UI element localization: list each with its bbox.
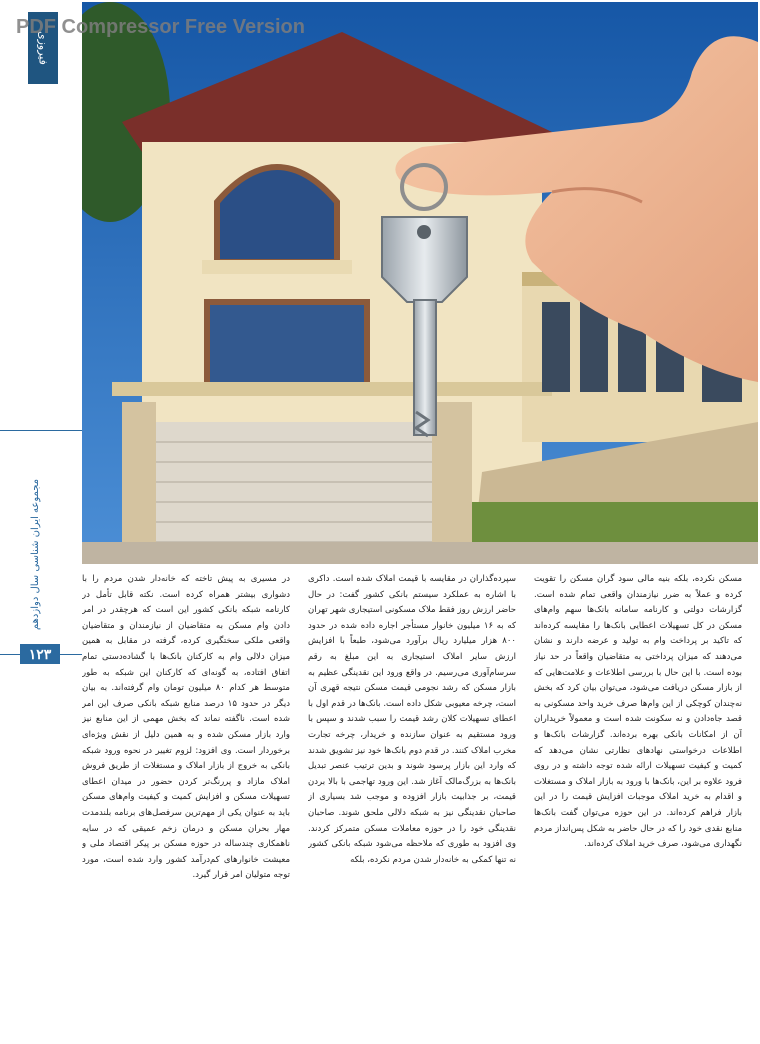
pdf-watermark: PDF Compressor Free Version bbox=[16, 16, 305, 38]
driveway bbox=[82, 542, 758, 564]
text-column-middle: سپرده‌گذاران در مقایسه با قیمت املاک شده است. داکری با اشاره به عملکرد سیستم بانکی کشور گفت: در حال حاضر ارزش روز فقط ملاک مسکونی استیجاری شهر تهران که به ۱۶ میلیون خانوار مستأجر اجاره داده شده در حدود ۸۰۰ هزار میلیارد ریال برآورد می‌شود، طبعاً با افزایش ارزش سایر املاک استیجاری به این مبلغ به رقم سرسام‌آوری می‌رسیم. در واقع ورود این نقدینگی عظیم به بازار مسکن که رشد نجومی قیمت مسکن نتیجه قهری آن است، چرخه معیوبی شکل داده است. بانک‌ها در قدم اول با اعطای تسهیلات کلان رشد قیمت را سبب شدند و سپس با ورود مستقیم به عنوان سازنده و خریدار، چرخه تجارت مخرب املاک کنند. در قدم دوم بانک‌ها خود نیز تشویق شدند که وارد این بازار پرسود شوند و بدین ترتیب عنصر تبدیل بانک‌ها به بزرگ‌مالک آغاز شد. این ورود تهاجمی با بالا بردن قیمت، بر جذابیت بازار افزوده و موجب شد بسیاری از صاحبان نقدینگی نیز به شبکه دلالی ملحق شوند. صاحبان نقدینگی خود را در حوزه معاملات مسکن متمرکز کردند. وی افزود به طوری که ملاحظه می‌شود شبکه بانکی کشور نه تنها کمکی به خانه‌دار شدن مردم نکرده، بلکه bbox=[308, 574, 516, 865]
balcony-rail bbox=[202, 260, 352, 274]
text-column-left: در مسیری به پیش تاخته که خانه‌دار شدن مردم را با دشواری بیشتر همراه کرده است. نکته قابل تأمل در کارنامه شبکه بانکی کشور این است که هرچقدر در امر دادن وام مسکن به متقاضیان از نیازمندان و متقاضیان واقعی ملکی سختگیری کرده، گرفته در مقابل به همین میزان دلالی وام به کارکنان بانک‌ها با گشاده‌دستی تمام اتفاق افتاده، به گونه‌ای که کارکنان این شبکه به طور متوسط هر کدام ۸۰ میلیون تومان وام گرفته‌اند. به بیان دیگر در حدود ۱۵ درصد منابع شبکه بانکی صرف این امر شده است. ناگفته نماند که بخش مهمی از این منابع نیز وارد بازار مسکن شده و به همین دلیل از نقش ویژه‌ای برخوردار است. وی افزود: لزوم تغییر در نحوه ورود شبکه بانکی به خروج از بازار املاک و مستغلات از طریق فروش املاک مازاد و پررنگ‌تر کردن حضور در میدان اعطای تسهیلات مسکن و افزایش کمیت و کیفیت وام‌های مسکن باید به عنوان یکی از مهم‌ترین سرفصل‌های برنامه بلندمدت مهار بحران مسکن و درمان زخم عمیقی که در سایه ناهمکاری چندساله در حوزه مسکن بر پیکر اقتصاد ملی و معیشت خانوارهای کم‌درآمد کشور وارد شده است، مورد توجه متولیان امر قرار گیرد. bbox=[82, 574, 290, 881]
pillar-right bbox=[432, 402, 472, 564]
photo-illustration bbox=[82, 2, 758, 564]
page-number-label: ۱۲۳ bbox=[28, 645, 52, 662]
running-title: مجموعه ایران شناسی سال دوازدهم bbox=[30, 478, 41, 630]
pillar-left bbox=[122, 402, 156, 564]
text-column-right: مسکن نکرده، بلکه بنیه مالی سود گران مسکن را تقویت کرده و عملاً به ضرر نیازمندان واقعی تمام شده است. گزارشات دولتی و کارنامه سامانه بانک‌ها سهم وام‌های مسکن در کل تسهیلات اعطایی بانک‌ها را مقایسه کرده‌اند که تاکید بر پرداخت وام به تولید و عرضه دارند و نشان می‌دهند که میزان پرداختی به متقاضیان واقعاً در حد نیاز بوده است. با این حال با بررسی اطلاعات و علامت‌هایی که از بازار مسکن دریافت می‌شود، می‌توان بیان کرد که بخش نه‌چندان کوچکی از این وام‌ها صرف خرید واحد مسکونی به قصد جاه‌دادن و نه سکونت شده است و معمولاً خریداران آن از امکانات بانکی بهره برده‌اند. گزارشات بانک‌ها و اطلاعات درخواستی نهادهای نظارتی نشان می‌دهد که کمیت و کیفیت تسهیلات ارائه شده توجه داشته و در روی فرود علاوه بر این، بانک‌ها با ورود به بازار املاک و مستغلات و اقدام به خرید املاک موجبات افزایش قیمت را در این بازار فراهم کرده‌اند. در این حوزه می‌توان گفت بانک‌ها منابع نقدی خود را که در حال حاضر به شکل پس‌انداز مردم نگهداری می‌شود، صرف خرید املاک کرده‌اند. bbox=[534, 574, 742, 850]
side-rule-top bbox=[0, 430, 82, 431]
balcony-ledge bbox=[112, 382, 552, 396]
house-keys-photo bbox=[82, 2, 758, 564]
page-number bbox=[20, 644, 60, 664]
arched-window bbox=[217, 167, 337, 262]
article-body bbox=[82, 572, 742, 1012]
section-tab-label: فیروزی bbox=[36, 31, 50, 65]
window-middle bbox=[207, 302, 367, 392]
